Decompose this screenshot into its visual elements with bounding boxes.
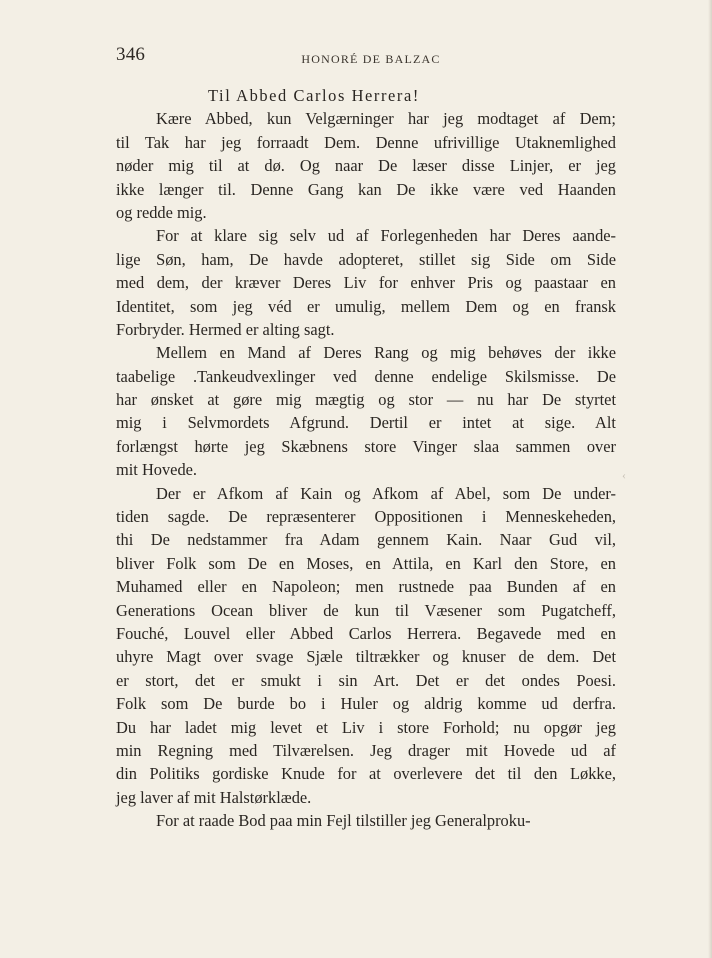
letter-text bbox=[116, 84, 616, 833]
text-line: Identitet, som jeg véd er umulig, mellem Dem og en fransk bbox=[116, 296, 616, 316]
page-number: 346 bbox=[116, 44, 146, 65]
text-line: til Tak har jeg forraadt Dem. Denne ufrivillige Utaknemlighed bbox=[116, 132, 616, 152]
text-line: Folk som De burde bo i Huler og aldrig komme ud derfra. bbox=[116, 694, 616, 714]
text-line: Generations Ocean bliver de kun til Væsener som Pugatcheff, bbox=[116, 600, 616, 620]
text-line: ikke længer til. Denne Gang kan De ikke være ved Haanden bbox=[116, 179, 616, 199]
text-line: Kære Abbed, kun Velgærninger har jeg modtaget af Dem; bbox=[156, 109, 616, 129]
text-line: Forbryder. Hermed er alting sagt. bbox=[116, 319, 335, 339]
text-line: Du har ladet mig levet et Liv i store Forhold; nu opgør jeg bbox=[116, 717, 616, 737]
text-line: taabelige .Tankeudvexlinger ved denne endelige Skilsmisse. De bbox=[116, 366, 616, 386]
text-line: tiden sagde. De repræsenterer Oppositionen i Menneskeheden, bbox=[116, 507, 616, 527]
text-line: uhyre Magt over svage Sjæle tiltrækker og knuser de dem. Det bbox=[116, 647, 616, 667]
text-line: min Regning med Tilværelsen. Jeg drager mit Hovede ud af bbox=[116, 740, 616, 760]
text-line: Muhamed eller en Napoleon; men rustnede paa Bunden af en bbox=[116, 577, 616, 597]
text-line: din Politiks gordiske Knude for at overlevere det til den Løkke, bbox=[116, 764, 616, 784]
text-line: mit Hovede. bbox=[116, 460, 198, 480]
salutation-line: Til Abbed Carlos Herrera! bbox=[208, 86, 420, 105]
text-line: Fouché, Louvel eller Abbed Carlos Herrera. Begavede med en bbox=[116, 623, 616, 643]
text-line: er stort, det er smukt i sin Art. Det er det ondes Poesi. bbox=[116, 670, 616, 690]
running-head: HONORÉ DE BALZAC bbox=[301, 52, 441, 66]
text-line: med dem, der kræver Deres Liv for enhver Pris og paastaar en bbox=[116, 273, 616, 293]
text-line: bliver Folk som De en Moses, en Attila, en Karl den Store, en bbox=[116, 553, 616, 573]
stray-mark: ‹ bbox=[622, 468, 626, 482]
text-line: nøder mig til at dø. Og naar De læser disse Linjer, er jeg bbox=[116, 156, 616, 176]
text-line: jeg laver af mit Halstørklæde. bbox=[116, 787, 312, 807]
text-line: og redde mig. bbox=[116, 202, 207, 222]
text-line: For at raade Bod paa min Fejl tilstiller jeg Generalproku- bbox=[156, 811, 531, 831]
text-line: For at klare sig selv ud af Forlegenheden har Deres aande- bbox=[156, 226, 616, 246]
text-line: har ønsket at gøre mig mægtig og stor — nu har De styrtet bbox=[116, 390, 616, 410]
text-line: mig i Selvmordets Afgrund. Dertil er intet at sige. Alt bbox=[116, 413, 616, 433]
text-line: lige Søn, ham, De havde adopteret, stillet sig Side om Side bbox=[116, 249, 616, 269]
text-line: forlængst hørte jeg Skæbnens store Vinger slaa sammen over bbox=[116, 436, 616, 456]
text-line: Der er Afkom af Kain og Afkom af Abel, som De under- bbox=[156, 483, 616, 503]
text-line: Mellem en Mand af Deres Rang og mig behøves der ikke bbox=[156, 343, 616, 363]
page-edge-shadow bbox=[708, 0, 712, 958]
text-line: thi De nedstammer fra Adam gennem Kain. Naar Gud vil, bbox=[116, 530, 616, 550]
